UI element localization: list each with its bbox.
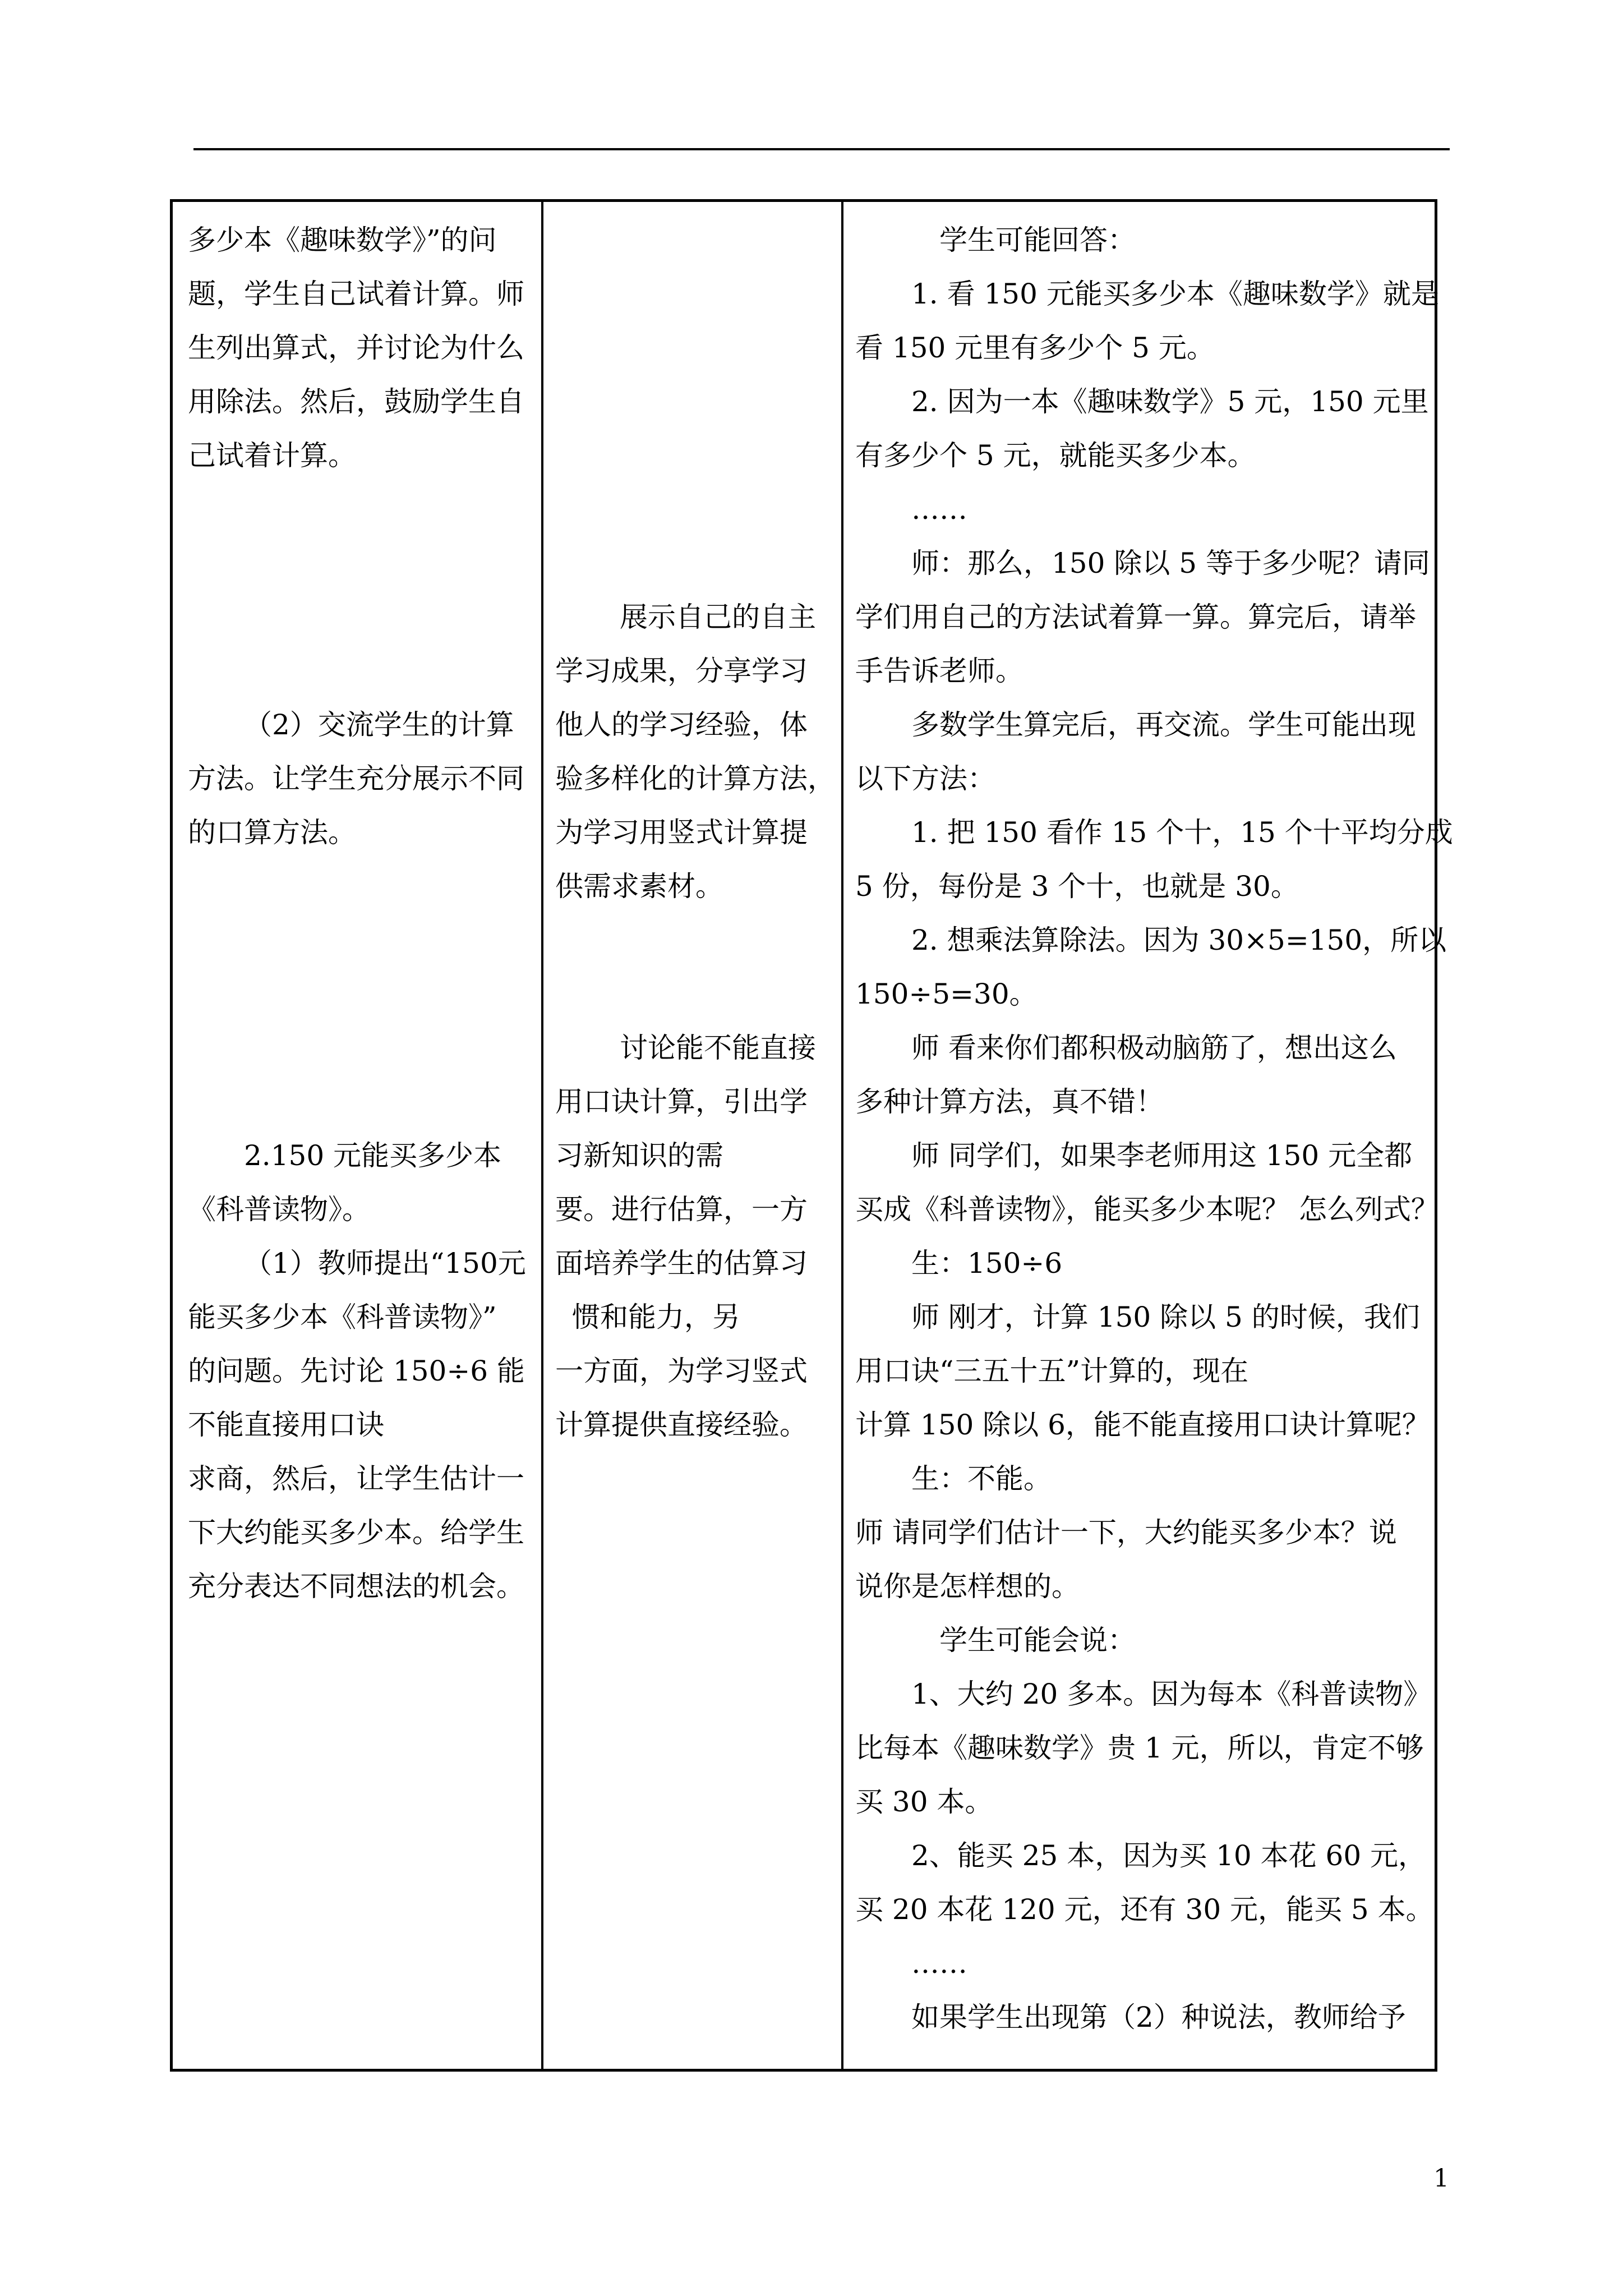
text-line: 师 刚才，计算 150 除以 5 的时候，我们	[911, 1301, 1420, 1333]
text-line: 买成《科普读物》，能买多少本呢？ 怎么列式？	[855, 1193, 1439, 1226]
text-line: 师：那么，150 除以 5 等于多少呢？请同	[911, 547, 1430, 579]
text-line: 面培养学生的估算习	[555, 1247, 808, 1280]
text-line: 如果学生出现第（2）种说法，教师给予	[911, 2001, 1406, 2033]
text-line: 惯和能力，另	[572, 1301, 740, 1333]
text-line: 买 20 本花 120 元，还有 30 元，能买 5 本。	[855, 1893, 1434, 1926]
text-line: 他人的学习经验，体	[555, 708, 808, 741]
text-line: 2. 因为一本《趣味数学》5 元，150 元里	[911, 385, 1429, 418]
text-line: 习新知识的需	[555, 1139, 723, 1172]
text-line: 一方面，为学习竖式	[555, 1355, 808, 1387]
text-line: 师 同学们，如果李老师用这 150 元全都	[911, 1139, 1413, 1172]
text-line: 学习成果，分享学习	[555, 655, 808, 687]
text-line: 讨论能不能直接	[620, 1032, 816, 1064]
text-line: 的口算方法。	[188, 816, 356, 849]
text-line: 多少本《趣味数学》”的问	[188, 224, 497, 256]
activity-column	[855, 213, 1453, 2044]
text-line: 学们用自己的方法试着算一算。算完后，请举	[855, 601, 1416, 633]
text-line: 师 请同学们估计一下，大约能买多少本？说	[855, 1516, 1397, 1549]
text-line: 用除法。然后，鼓励学生自	[188, 385, 524, 418]
text-line: 1. 看 150 元能买多少本《趣味数学》就是	[911, 278, 1439, 310]
text-line: 2.150 元能买多少本	[244, 1139, 502, 1172]
text-line: 手告诉老师。	[855, 655, 1023, 687]
text-line: 不能直接用口诀	[188, 1409, 384, 1441]
text-line: 要。进行估算，一方	[555, 1193, 808, 1226]
text-line: 师 看来你们都积极动脑筋了，想出这么	[911, 1032, 1397, 1064]
text-line: 5 份，每份是 3 个十，也就是 30。	[855, 870, 1299, 903]
text-line: 求商，然后，让学生估计一	[188, 1462, 524, 1495]
text-line: 下大约能买多少本。给学生	[188, 1516, 524, 1549]
text-line: （2）交流学生的计算	[244, 708, 514, 741]
header-rule	[193, 148, 1450, 150]
text-line: 150÷5=30。	[855, 978, 1038, 1010]
text-line: 多数学生算完后，再交流。学生可能出现	[911, 708, 1416, 741]
text-line: 方法。让学生充分展示不同	[188, 762, 524, 795]
text-line: 《科普读物》。	[188, 1193, 370, 1226]
text-line: 学生可能回答：	[939, 224, 1136, 256]
text-line: 比每本《趣味数学》贵 1 元，所以，肯定不够	[855, 1732, 1424, 1764]
text-line: 生：150÷6	[911, 1247, 1063, 1280]
text-line: 有多少个 5 元，就能买多少本。	[855, 439, 1256, 472]
column-divider-2	[841, 199, 843, 2072]
text-line: 计算提供直接经验。	[555, 1409, 808, 1441]
text-line: 能买多少本《科普读物》”	[188, 1301, 497, 1333]
text-line: 展示自己的自主	[620, 601, 816, 633]
text-line: 计算 150 除以 6，能不能直接用口诀计算呢？	[855, 1409, 1430, 1441]
text-line: 用口诀“三五十五”计算的，现在	[855, 1355, 1249, 1387]
text-line: 以下方法：	[855, 762, 995, 795]
text-line: （1）教师提出“150元	[244, 1247, 526, 1280]
text-line: 买 30 本。	[855, 1786, 993, 1818]
text-line: 生列出算式，并讨论为什么	[188, 332, 524, 364]
text-line: 1. 把 150 看作 15 个十，15 个十平均分成	[911, 816, 1453, 849]
text-line: 题，学生自己试着计算。师	[188, 278, 524, 310]
text-line: 生：不能。	[911, 1462, 1052, 1495]
text-line: 用口诀计算，引出学	[555, 1085, 808, 1118]
text-line: 验多样化的计算方法，	[555, 762, 836, 795]
text-line: 充分表达不同想法的机会。	[188, 1570, 524, 1603]
text-line: ……	[911, 493, 967, 526]
text-line: 的问题。先讨论 150÷6 能	[188, 1355, 525, 1387]
text-line: 多种计算方法，真不错！	[855, 1085, 1164, 1118]
text-line: 为学习用竖式计算提	[555, 816, 808, 849]
text-line: 2. 想乘法算除法。因为 30×5=150，所以	[911, 924, 1447, 956]
text-line: ……	[911, 1947, 967, 1980]
text-line: 供需求素材。	[555, 870, 723, 903]
text-line: 2、能买 25 本，因为买 10 本花 60 元，	[911, 1839, 1427, 1872]
page-number: 1	[1433, 2164, 1449, 2193]
text-line: 看 150 元里有多少个 5 元。	[855, 332, 1215, 364]
text-line: 1、大约 20 多本。因为每本《科普读物》	[911, 1678, 1432, 1710]
column-divider-1	[541, 199, 543, 2072]
text-line: 己试着计算。	[188, 439, 356, 472]
teaching-process-column	[188, 213, 524, 1613]
design-intent-column	[555, 213, 841, 1452]
text-line: 说你是怎样想的。	[855, 1570, 1080, 1603]
text-line: 学生可能会说：	[939, 1624, 1136, 1657]
